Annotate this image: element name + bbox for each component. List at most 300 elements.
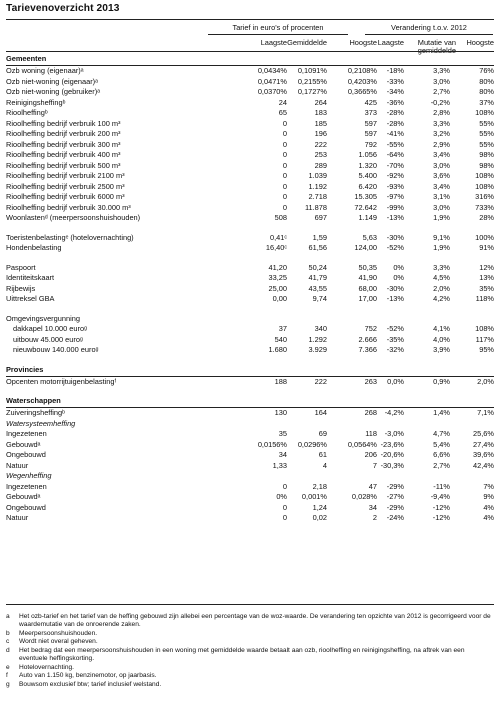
cell-hoogste-verandering: 7,1% [477,408,494,417]
cell-laagste: 0 [282,202,287,212]
cell-hoogste: 34 [368,502,377,512]
header-group-verandering: Verandering t.o.v. 2012 [365,24,493,35]
cell-mutatie: 3,9% [433,345,450,354]
row-label: Ozb niet-woning (eigenaar)ᵃ [6,76,98,86]
cell-laagste: 33,25 [268,273,287,282]
cell-laagste: 0 [282,139,287,149]
table-row [6,378,494,389]
row-label: Uittreksel GBA [6,294,55,303]
cell-hoogste-verandering: 108% [475,171,494,180]
cell-laagste: 0,41ᶜ [269,232,287,242]
row-label: uitbouw 45.000 euroᵍ [13,334,83,344]
table-row [6,130,494,141]
cell-laagste: 0,0471% [257,76,287,86]
cell-gemiddelde: 0,001% [301,492,327,501]
table-row [6,244,494,255]
cell-laagste-verandering: 0% [393,273,404,282]
row-label: Rioolheffing bedrijf verbruik 500 m³ [6,160,121,170]
row-label: Rioolheffing bedrijf verbruik 100 m³ [6,118,121,128]
footnote-key: c [6,638,10,646]
cell-laagste-verandering: -52% [386,324,404,333]
cell-hoogste-verandering: 9% [483,492,494,501]
cell-hoogste: 1.320 [358,160,377,170]
cell-laagste: 0 [282,192,287,201]
table-row [6,504,494,515]
table-row [6,151,494,162]
table-row [6,295,494,306]
cell-laagste-verandering: -30,3% [380,460,404,470]
row-label: Omgevingsvergunning [6,313,80,323]
cell-gemiddelde: 340 [314,324,327,333]
cell-laagste-verandering: -13% [386,213,404,222]
cell-hoogste: 1.149 [358,213,377,222]
table-row [6,214,494,225]
cell-laagste-verandering: 0,0% [387,376,404,386]
cell-laagste: 0 [282,118,287,128]
cell-hoogste: 1.056 [358,150,377,159]
header-mutatie [418,39,456,56]
row-label: Opcenten motorrijtuigenbelastingᶠ [6,376,117,386]
row-label: Ingezetenen [6,481,47,491]
cell-hoogste-verandering: 100% [475,232,494,242]
row-label: Wegenheffing [6,471,52,480]
header-hoogste: Hoogste [349,38,377,47]
row-label: Paspoort [6,262,36,272]
cell-laagste-verandering: -28% [386,118,404,128]
row-label: Rioolheffing bedrijf verbruik 400 m³ [6,150,121,159]
cell-hoogste: 124,00 [354,243,377,252]
cell-gemiddelde: 697 [314,213,327,222]
cell-mutatie: 1,4% [433,408,450,417]
cell-laagste-verandering: -36% [386,97,404,107]
cell-gemiddelde: 1.039 [308,171,327,180]
cell-hoogste-verandering: 39,6% [473,450,494,459]
cell-hoogste: 0,3665% [347,87,377,96]
cell-gemiddelde: 3.929 [308,345,327,354]
row-label: nieuwbouw 140.000 euroᵍ [13,345,99,354]
cell-hoogste: 7 [372,460,377,470]
cell-hoogste-verandering: 76% [479,66,494,75]
cell-laagste-verandering: -52% [386,243,404,252]
table-row [6,514,494,525]
header-laagste: Laagste [260,38,287,47]
table-row [6,67,494,78]
cell-hoogste-verandering: 28% [479,213,494,222]
cell-gemiddelde: 43,55 [308,283,327,293]
cell-mutatie: 4,7% [433,429,450,438]
cell-hoogste-verandering: 55% [479,118,494,128]
cell-laagste: 1.680 [268,345,287,354]
row-label: Rioolheffing bedrijf verbruik 2100 m³ [6,171,125,180]
section-heading [6,366,494,377]
cell-hoogste: 50,35 [358,262,377,272]
cell-hoogste-verandering: 316% [475,192,494,201]
row-label: Rioolheffing bedrijf verbruik 6000 m³ [6,192,125,201]
footnotes [6,613,494,689]
cell-laagste-verandering: -97% [386,192,404,201]
cell-hoogste: 0,0564% [347,439,377,449]
row-label: Ingezetenen [6,429,47,438]
header-group-tarief: Tarief in euro's of procenten [208,24,348,35]
table-row [6,483,494,494]
row-label: Ongebouwd [6,502,46,512]
cell-laagste: 508 [274,213,287,222]
cell-gemiddelde: 1.192 [308,181,327,191]
cell-mutatie: -12% [432,513,450,522]
cell-laagste-verandering: -28% [386,108,404,117]
table-row [6,88,494,99]
cell-laagste: 0 [282,129,287,138]
cell-mutatie: -12% [432,502,450,512]
cell-gemiddelde: 2.718 [308,192,327,201]
cell-hoogste: 68,00 [358,283,377,293]
cell-hoogste: 597 [364,118,377,128]
cell-gemiddelde: 0,0296% [297,439,327,449]
section-title: Waterschappen [6,396,61,405]
cell-gemiddelde: 1,59 [312,232,327,242]
row-label: Gebouwdᵃ [6,492,41,501]
cell-laagste-verandering: -30% [386,283,404,293]
footnote-key: d [6,646,10,654]
cell-gemiddelde: 164 [314,408,327,417]
cell-gemiddelde: 0,1727% [297,87,327,96]
cell-hoogste-verandering: 98% [479,160,494,170]
table-row [6,346,494,357]
cell-hoogste-verandering: 55% [479,139,494,149]
cell-laagste-verandering: -41% [386,129,404,138]
cell-laagste-verandering: -27% [386,492,404,501]
top-divider [6,19,494,20]
row-label: Hondenbelasting [6,243,62,252]
cell-gemiddelde: 2,18 [312,481,327,491]
cell-mutatie: 2,7% [433,460,450,470]
cell-mutatie: 5,4% [433,439,450,449]
row-label: Rioolheffing bedrijf verbruik 300 m³ [6,139,121,149]
cell-mutatie: 2,9% [433,139,450,149]
table-row [6,472,494,483]
cell-hoogste-verandering: 733% [475,202,494,212]
footnote-text: Het bedrag dat een meerpersoonshuishouden in een woning met gemiddelde waarde betaalt aan ozb, rioolheffing en reinigingsheffing, na aftrek van een eventuele heffingskorting. [19,646,465,663]
cell-mutatie: -0,2% [430,97,450,107]
table-row [6,430,494,441]
cell-mutatie: 3,4% [433,150,450,159]
footnote [6,613,494,630]
cell-mutatie: 3,0% [433,76,450,86]
cell-laagste: 188 [274,376,287,386]
row-label: dakkapel 10.000 euroᵍ [13,324,87,333]
cell-hoogste: 118 [365,429,377,438]
row-label: Rioolheffing bedrijf verbruik 2500 m³ [6,181,125,191]
cell-mutatie: 2,7% [433,87,450,96]
cell-gemiddelde: 0,2155% [297,76,327,86]
cell-hoogste: 597 [364,129,377,138]
cell-mutatie: 4,0% [433,334,450,344]
cell-laagste-verandering: -24% [386,513,404,522]
cell-hoogste: 425 [364,97,377,107]
row-label: Rioolheffing bedrijf verbruik 30.000 m³ [6,202,131,212]
cell-gemiddelde: 41,79 [308,273,327,282]
table-row [6,264,494,275]
cell-hoogste: 2 [372,513,377,522]
table-row [6,441,494,452]
footnote [6,664,494,672]
cell-hoogste-verandering: 27,4% [473,439,494,449]
cell-mutatie: 4,5% [433,273,450,282]
cell-hoogste-verandering: 80% [479,76,494,86]
cell-mutatie: 3,0% [433,202,450,212]
cell-laagste-verandering: -20,6% [380,450,404,459]
footnote-text: Het ozb-tarief en het tarief van de heffing gebouwd zijn allebei een percentage van de woz-waarde. De verandering ten opzichte van 2012 is gecorrigeerd voor de waardemutatie van de onroerende zaken. [19,613,491,629]
cell-hoogste: 792 [364,139,377,149]
cell-laagste-verandering: -34% [386,87,404,96]
cell-mutatie: 3,3% [433,118,450,128]
cell-laagste: 41,20 [268,262,287,272]
cell-laagste-verandering: -30% [386,232,404,242]
row-label: Zuiveringsheffingᵇ [6,408,65,417]
cell-laagste: 0 [282,502,287,512]
section-heading [6,397,494,408]
cell-laagste: 34 [278,450,287,459]
row-label: Ongebouwd [6,450,46,459]
cell-mutatie: 0,9% [433,376,450,386]
cell-hoogste-verandering: 98% [479,150,494,159]
table-row [6,409,494,420]
cell-laagste: 0 [282,150,287,159]
cell-hoogste-verandering: 118% [475,294,494,303]
cell-laagste: 0,00 [272,294,287,303]
row-spacer [6,388,494,397]
row-label: Ozb woning (eigenaar)ᵃ [6,66,84,75]
cell-mutatie: 3,6% [433,171,450,180]
cell-laagste: 0 [282,513,287,522]
cell-laagste: 24 [278,97,287,107]
cell-hoogste: 0,4203% [347,76,377,86]
cell-mutatie: 9,1% [433,232,450,242]
cell-laagste: 0,0156% [257,439,287,449]
cell-hoogste-verandering: 108% [475,108,494,117]
cell-laagste: 0,0370% [257,87,287,96]
cell-hoogste-verandering: 13% [479,273,494,282]
cell-laagste-verandering: -93% [386,181,404,191]
cell-gemiddelde: 61,56 [308,243,327,252]
cell-hoogste: 5,63 [362,232,377,242]
cell-mutatie: 3,2% [433,129,450,138]
cell-laagste-verandering: -99% [386,202,404,212]
row-label: Reinigingsheffingᵇ [6,97,66,107]
cell-hoogste-verandering: 117% [475,334,494,344]
cell-hoogste-verandering: 37% [479,97,494,107]
row-spacer [6,255,494,264]
header-mutatie-line1: Mutatie van [417,38,456,47]
row-label: Identiteitskaart [6,273,55,282]
footnote-key: f [6,672,8,680]
row-label: Gebouwdᵃ [6,439,41,449]
footnote [6,672,494,680]
cell-hoogste-verandering: 2,0% [477,376,494,386]
footnote-text: Auto van 1.150 kg, benzinemotor, op jaarbasis. [19,672,157,680]
cell-gemiddelde: 11.878 [304,202,327,212]
cell-hoogste: 206 [364,450,377,459]
cell-hoogste: 373 [364,108,377,117]
header-divider [6,51,494,52]
cell-laagste: 65 [278,108,287,117]
cell-laagste-verandering: -70% [386,160,404,170]
cell-hoogste: 7.366 [358,345,377,354]
footnote [6,681,494,689]
cell-mutatie: 3,4% [433,181,450,191]
cell-mutatie: -11% [433,481,450,491]
page-title: Tarievenoverzicht 2013 [6,3,120,14]
cell-hoogste-verandering: 7% [483,481,494,491]
cell-hoogste-verandering: 55% [479,129,494,138]
cell-laagste-verandering: -35% [386,334,404,344]
cell-laagste: 0% [276,492,287,501]
cell-hoogste-verandering: 42,4% [473,460,494,470]
cell-hoogste: 0,028% [351,492,377,501]
cell-gemiddelde: 0,02 [312,513,327,522]
row-label: Rioolheffing bedrijf verbruik 200 m³ [6,129,121,138]
section-title: Gemeenten [6,54,47,63]
cell-laagste-verandering: -18% [386,66,404,75]
cell-hoogste: 6.420 [358,181,377,191]
cell-hoogste: 41,90 [358,273,377,282]
cell-hoogste-verandering: 4% [483,513,494,522]
table-row [6,99,494,110]
cell-gemiddelde: 1.292 [308,334,327,344]
cell-mutatie: 3,3% [433,66,450,75]
table-row [6,274,494,285]
cell-mutatie: 6,6% [433,450,450,459]
cell-hoogste-verandering: 35% [479,283,494,293]
cell-laagste: 0,0434% [257,66,287,75]
footnote-text: Bouwsom exclusief btw; tarief inclusief welstand. [19,680,162,688]
cell-laagste: 0 [282,181,287,191]
row-label: Woonlastenᵈ (meerpersoonshuishouden) [6,213,141,222]
cell-gemiddelde: 196 [314,129,327,138]
cell-mutatie: 2,8% [433,108,450,117]
cell-laagste-verandering: -33% [386,76,404,86]
cell-hoogste-verandering: 80% [479,87,494,96]
cell-gemiddelde: 289 [314,160,327,170]
cell-gemiddelde: 1,24 [312,502,327,512]
row-label: Natuur [6,513,29,522]
cell-laagste: 35 [278,429,287,438]
cell-mutatie: 4,1% [433,324,450,333]
cell-hoogste: 17,00 [358,294,377,303]
cell-laagste-verandering: -3,0% [384,429,404,438]
table-row [6,493,494,504]
cell-laagste-verandering: -64% [386,150,404,159]
cell-mutatie: 2,0% [433,283,450,293]
table-header [6,24,494,50]
cell-gemiddelde: 183 [314,108,327,117]
cell-hoogste: 2.666 [358,334,377,344]
bottom-divider [6,604,494,605]
cell-laagste: 540 [274,334,287,344]
cell-mutatie: 3,1% [433,192,450,201]
cell-laagste-verandering: -29% [386,481,404,491]
cell-gemiddelde: 253 [314,150,327,159]
footnote-text: Hotelovernachting. [19,663,74,671]
cell-mutatie: -9,4% [430,492,450,501]
table-body [6,55,494,525]
cell-hoogste-verandering: 12% [479,262,494,272]
table-row [6,172,494,183]
footnote-key: b [6,629,10,637]
cell-hoogste-verandering: 108% [475,181,494,191]
cell-laagste: 0 [282,481,287,491]
cell-gemiddelde: 4 [322,460,327,470]
cell-laagste: 37 [278,324,287,333]
table-row [6,420,494,431]
cell-laagste-verandering: -4,2% [384,408,404,417]
footnote-key: e [6,663,10,671]
row-label: Watersysteemheffing [6,418,76,428]
cell-gemiddelde: 50,24 [308,262,327,272]
cell-hoogste: 47 [368,481,377,491]
cell-mutatie: 3,0% [433,160,450,170]
row-label: Toeristenbelastingᵉ (hotelovernachting) [6,232,134,242]
cell-hoogste-verandering: 108% [475,324,494,333]
footnote-text: Meerpersoonshuishouden. [19,629,98,637]
cell-mutatie: 1,9% [433,213,450,222]
cell-gemiddelde: 185 [314,118,327,128]
header-gemiddelde: Gemiddelde [287,38,327,47]
cell-laagste: 0 [282,171,287,180]
cell-laagste: 0 [282,160,287,170]
cell-laagste-verandering: 0% [393,262,404,272]
row-label: Natuur [6,460,29,470]
table-row [6,193,494,204]
footnote-text: Wordt niet overal geheven. [19,638,98,646]
cell-gemiddelde: 222 [314,139,327,149]
section-title: Provincies [6,364,44,374]
row-label: Ozb niet-woning (gebruiker)ᵃ [6,87,100,96]
header-laagste-verandering: Laagste [377,38,404,47]
cell-mutatie: 4,2% [433,294,450,303]
table-row [6,109,494,120]
table-row [6,285,494,296]
cell-gemiddelde: 264 [314,97,327,107]
header-hoogste-verandering: Hoogste [466,38,494,47]
footnote-key: a [6,613,10,620]
cell-hoogste-verandering: 95% [479,345,494,354]
cell-hoogste-verandering: 25,6% [473,429,494,438]
cell-hoogste: 72.642 [354,202,377,212]
table-row [6,234,494,245]
cell-mutatie: 3,3% [433,262,450,272]
footnote [6,647,494,664]
cell-hoogste: 268 [364,408,377,417]
cell-hoogste: 5.400 [358,171,377,180]
cell-laagste: 1,33 [272,460,287,470]
cell-laagste-verandering: -13% [386,294,404,303]
footnote [6,638,494,646]
cell-laagste-verandering: -23,6% [380,439,404,449]
cell-laagste-verandering: -55% [386,139,404,149]
table-row [6,462,494,473]
cell-laagste-verandering: -92% [386,171,404,180]
cell-hoogste: 15.305 [354,192,377,201]
cell-hoogste: 263 [364,376,377,386]
cell-gemiddelde: 61 [318,450,327,459]
cell-hoogste: 0,2108% [347,66,377,75]
cell-hoogste: 752 [364,324,377,333]
footnote-key: g [6,680,10,688]
row-label: Rioolheffingᵇ [6,108,48,117]
cell-hoogste-verandering: 4% [483,502,494,512]
cell-gemiddelde: 222 [314,376,327,386]
